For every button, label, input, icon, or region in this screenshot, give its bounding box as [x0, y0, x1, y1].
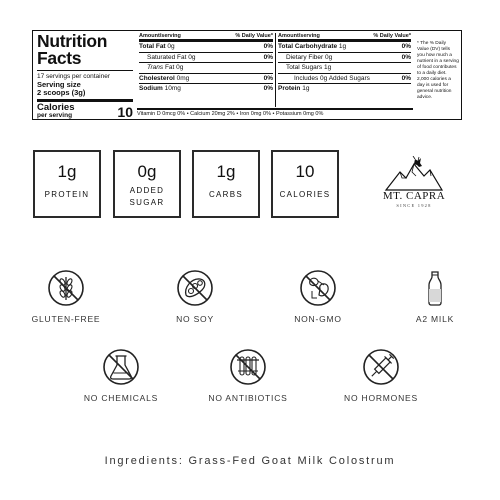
nutrient-row: Total Fat 0g 0%	[139, 42, 273, 53]
feature-a2-milk	[380, 268, 490, 324]
brand-since: SINCE 1928	[396, 203, 432, 208]
brand-name: MT. CAPRA	[382, 190, 446, 202]
test-tubes-crossed-icon	[228, 347, 268, 387]
flask-crossed-icon	[101, 347, 141, 387]
syringe-crossed-icon	[361, 347, 401, 387]
serving-size-value: 2 scoops (3g)	[37, 88, 86, 97]
stat-label: CARBS	[208, 190, 244, 199]
nutrient-row: Cholesterol 0mg 0%	[139, 74, 273, 85]
feature-gluten-free	[11, 268, 121, 324]
stat-label: ADDED SUGAR	[129, 186, 165, 207]
stat-value: 1g	[216, 162, 236, 181]
stat-label: CALORIES	[279, 190, 331, 199]
nutrition-title: Nutrition Facts	[37, 31, 108, 68]
nutrient-row: Total Sugars 1g	[278, 63, 411, 74]
nutrient-row: Saturated Fat 0g 0%	[139, 53, 273, 64]
feature-label: NO HORMONES	[344, 393, 418, 403]
ingredients-line: Ingredients: Grass-Fed Goat Milk Colostrum	[104, 455, 396, 467]
calories-row	[37, 103, 133, 119]
feature-no-hormones	[326, 347, 436, 403]
stat-value: 0g	[137, 162, 157, 181]
nutrient-column-left	[137, 33, 275, 107]
feature-no-chemicals	[66, 347, 176, 403]
nutrient-row: Dietary Fiber 0g 0%	[278, 53, 411, 64]
feature-non-gmo	[263, 268, 373, 324]
nutrient-row: Trans Fat 0g	[139, 63, 273, 74]
feature-label: NO ANTIBIOTICS	[208, 393, 288, 403]
stat-label: PROTEIN	[44, 190, 90, 199]
serving-size-label: Serving size	[37, 80, 81, 89]
nutrition-summary	[37, 33, 133, 119]
feature-no-soy	[140, 268, 250, 324]
nutrient-row: Sodium 10mg 0%	[139, 85, 273, 92]
wheat-crossed-icon	[46, 268, 86, 308]
daily-value-note: * The % Daily Value (DV) tells you how much a nutrient in a serving of food contributes to a daily diet. 2,000 calories a day is used for general nutrition advice.	[417, 41, 459, 100]
feature-no-antibiotics	[193, 347, 303, 403]
nutrient-table	[137, 33, 413, 107]
nutrition-facts-label	[32, 30, 462, 120]
calories-value: 10	[117, 104, 133, 120]
feature-label: A2 MILK	[415, 314, 455, 324]
stat-box-calories	[271, 150, 339, 218]
stat-value: 10	[295, 162, 315, 181]
stat-box-protein	[33, 150, 101, 218]
calories-sub: per serving	[37, 112, 73, 119]
feature-label: NO CHEMICALS	[83, 393, 159, 403]
milk-bottle-icon	[415, 268, 455, 308]
nutrient-row: Protein 1g	[278, 85, 310, 92]
nutrient-row: Includes 0g Added Sugars 0%	[278, 74, 411, 85]
soybean-crossed-icon	[175, 268, 215, 308]
feature-label: NON-GMO	[294, 314, 342, 324]
column-header: Amount/serving % Daily Value*	[278, 33, 411, 42]
vitamins-footer: Vitamin D 0mcg 0% • Calcium 20mg 2% • Iron 0mg 0% • Potassium 0mg 0%	[137, 108, 413, 119]
feature-label: GLUTEN-FREE	[31, 314, 101, 324]
goat-mountain-icon	[384, 156, 444, 192]
nutrient-row: Total Carbohydrate 1g 0%	[278, 42, 411, 53]
nutrient-column-right	[275, 33, 413, 107]
column-header: Amount/serving % Daily Value*	[139, 33, 273, 42]
servings-per-container: 17 servings per container	[37, 73, 110, 80]
calories-label: Calories	[37, 102, 75, 113]
stat-box-carbs	[192, 150, 260, 218]
gmo-crossed-icon	[298, 268, 338, 308]
stat-value: 1g	[57, 162, 77, 181]
brand-logo	[378, 156, 450, 218]
feature-label: NO SOY	[176, 314, 214, 324]
stat-box-added-sugar	[113, 150, 181, 218]
